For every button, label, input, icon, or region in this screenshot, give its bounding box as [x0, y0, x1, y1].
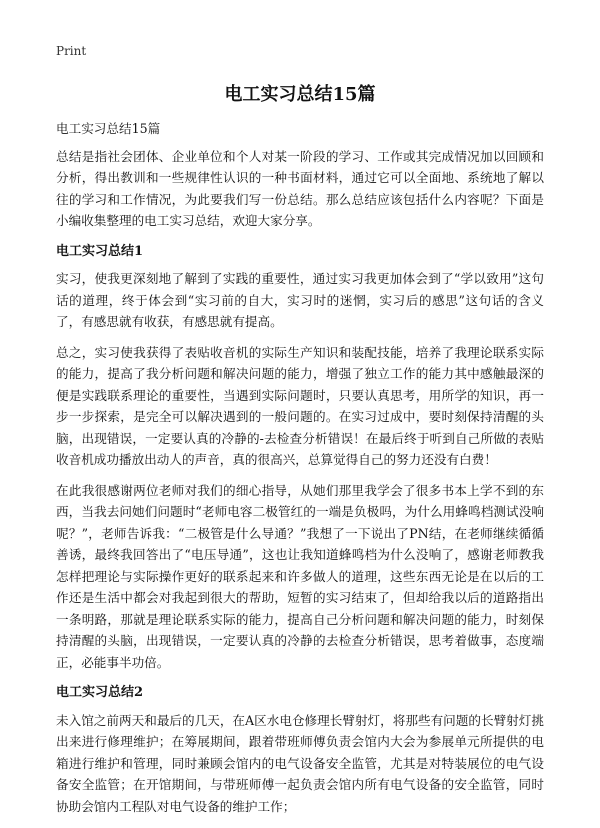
article-subtitle: 电工实习总结15篇	[56, 121, 161, 136]
section-1-heading: 电工实习总结1	[56, 243, 144, 259]
section-1-paragraph-3: 在此我很感谢两位老师对我们的细心指导，从她们那里我学会了很多书本上学不到的东西，当我去问她们问题时“老师电容二极管红的一端是负极吗，为什么用蜂鸣档测试没响呢？”，老师告诉我：“二极管是什么导通？”我想了一下说出了PN结，在老师继续循循善诱，最终我回答出了“电压导通”，这也让我知道蜂鸣档为什么没响了，感谢老师教我怎样把理论与实际操作更好的联系起来和许多做人的道理，这些东西无论是在以后的工作还是生活中都会对我起到很大的帮助，短暂的实习结束了，但却给我以后的道路指出一条明路，那就是理论联系实际的能力，提高自己分析问题和解决问题的能力，时刻保持清醒的头脑，出现错误，一定要认真的冷静的去检查分析错误，思考着做事，态度端正，必能事半功倍。	[56, 482, 544, 670]
section-1-paragraph-2: 总之，实习使我获得了表贴收音机的实际生产知识和装配技能，培养了我理论联系实际的能力，提高了我分析问题和解决问题的能力，增强了独立工作的能力其中感触最深的便是实践联系理论的重要性，当遇到实际问题时，只要认真思考，用所学的知识，再一步一步探索，是完全可以解决遇到的一般问题的。在实习过成中，要时刻保持清醒的头脑，出现错误，一定要认真的冷静的-去检查分析错误！在最后终于听到自己所做的表贴收音机成功播放出动人的声音，真的很高兴，总算觉得自己的努力还没有白费！	[56, 344, 544, 467]
print-link[interactable]: Print	[56, 44, 87, 58]
section-2-paragraph-1: 未入馆之前两天和最后的几天，在A区水电仓修理长臂射灯，将那些有问题的长臂射灯挑出来进行修理维护；在筹展期间，跟着带班师傅负责会馆内大会为参展单元所提供的电箱进行维护和管理，同时兼顾会馆内的电气设备安全监管，尤其是对特装展位的电气设备安全监管；在开馆期间，与带班师傅一起负责会馆内所有电气设备的安全监管，同时协助会馆内工程队对电气设备的维护工作；	[56, 712, 544, 814]
section-2-heading: 电工实习总结2	[56, 685, 144, 700]
article-body	[56, 118, 544, 826]
intro-paragraph: 总结是指社会团体、企业单位和个人对某一阶段的学习、工作或其完成情况加以回顾和分析，得出教训和一些规律性认识的一种书面材料，通过它可以全面地、系统地了解以往的学习和工作情况，为此要我们写一份总结。那么总结应该包括什么内容呢？下面是小编收集整理的电工实习总结，欢迎大家分享。	[56, 148, 544, 228]
page-title: 电工实习总结15篇	[224, 84, 376, 105]
section-1-paragraph-1: 实习，使我更深刻地了解到了实践的重要性，通过实习我更加体会到了“学以致用”这句话的道理，终于体会到“实习前的自大，实习时的迷惘，实习后的感思”这句话的含义了，有感思就有收获，有感思就有提高。	[56, 271, 544, 329]
